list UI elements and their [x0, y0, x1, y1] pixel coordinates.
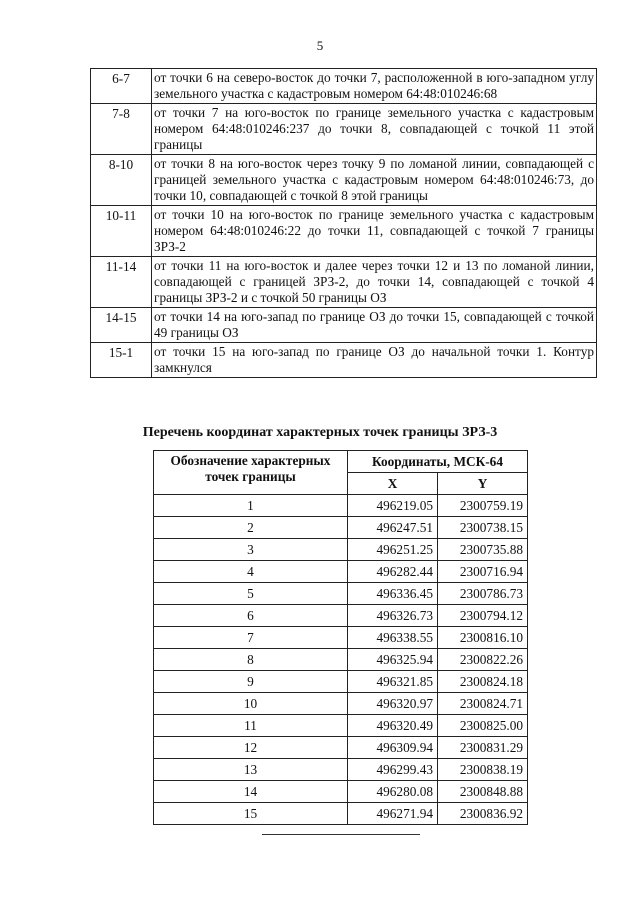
table-row [154, 583, 528, 605]
coord-x: 496282.44 [348, 561, 438, 583]
table-row [154, 605, 528, 627]
coord-y: 2300786.73 [438, 583, 528, 605]
segment-range: 10-11 [91, 206, 152, 257]
coord-y: 2300838.19 [438, 759, 528, 781]
coord-y: 2300816.10 [438, 627, 528, 649]
segment-description: от точки 11 на юго-восток и далее через точки 12 и 13 по ломаной линии, совпадающей с границей ЗРЗ-2, до точки 14, совпадающей с точкой 4 границы ЗРЗ-2 и с точкой 50 границы ОЗ [152, 257, 597, 308]
segments-body [91, 69, 597, 378]
point-number: 9 [154, 671, 348, 693]
header-x: X [348, 473, 438, 495]
header-y: Y [438, 473, 528, 495]
table-row [154, 759, 528, 781]
table-row [154, 715, 528, 737]
point-number: 8 [154, 649, 348, 671]
coord-y: 2300831.29 [438, 737, 528, 759]
table-row [154, 539, 528, 561]
point-number: 11 [154, 715, 348, 737]
point-number: 12 [154, 737, 348, 759]
segment-row [91, 155, 597, 206]
coord-x: 496299.43 [348, 759, 438, 781]
coord-x: 496320.97 [348, 693, 438, 715]
point-number: 6 [154, 605, 348, 627]
point-number: 3 [154, 539, 348, 561]
coord-y: 2300716.94 [438, 561, 528, 583]
segment-range: 6-7 [91, 69, 152, 104]
coordinates-body [154, 495, 528, 825]
coord-x: 496271.94 [348, 803, 438, 825]
table-row [154, 649, 528, 671]
segment-row [91, 104, 597, 155]
coord-y: 2300836.92 [438, 803, 528, 825]
coord-x: 496326.73 [348, 605, 438, 627]
segment-row [91, 69, 597, 104]
table-row [154, 517, 528, 539]
coord-x: 496320.49 [348, 715, 438, 737]
coord-y: 2300824.18 [438, 671, 528, 693]
coord-x: 496321.85 [348, 671, 438, 693]
segment-range: 14-15 [91, 308, 152, 343]
coord-x: 496247.51 [348, 517, 438, 539]
table-row [154, 737, 528, 759]
table-row [154, 781, 528, 803]
coord-x: 496325.94 [348, 649, 438, 671]
coord-y: 2300825.00 [438, 715, 528, 737]
point-number: 10 [154, 693, 348, 715]
page-number: 5 [316, 38, 324, 53]
table-row [154, 627, 528, 649]
table-row [154, 803, 528, 825]
coord-y: 2300824.71 [438, 693, 528, 715]
table-row [154, 561, 528, 583]
point-number: 14 [154, 781, 348, 803]
segment-description: от точки 8 на юго-восток через точку 9 по ломаной линии, совпадающей с границей земельного участка с кадастровым номером 64:48:010246:73, до точки 10, совпадающей с точкой 8 этой границы [152, 155, 597, 206]
coords-table-title: Перечень координат характерных точек границы ЗРЗ-3 [142, 425, 498, 440]
segment-row [91, 257, 597, 308]
segment-range: 11-14 [91, 257, 152, 308]
table-row [154, 495, 528, 517]
boundary-segments-table [90, 68, 597, 378]
point-number: 4 [154, 561, 348, 583]
header-coordinates: Координаты, МСК-64 [348, 451, 528, 473]
segment-description: от точки 6 на северо-восток до точки 7, расположенной в юго-западном углу земельного участка с кадастровым номером 64:48:010246:68 [152, 69, 597, 104]
coord-y: 2300738.15 [438, 517, 528, 539]
point-number: 2 [154, 517, 348, 539]
coord-y: 2300822.26 [438, 649, 528, 671]
segment-row [91, 206, 597, 257]
segment-range: 8-10 [91, 155, 152, 206]
segment-description: от точки 7 на юго-восток по границе земельного участка с кадастровым номером 64:48:010246:237 до точки 8, совпадающей с точкой 11 этой границы [152, 104, 597, 155]
coord-x: 496219.05 [348, 495, 438, 517]
header-row-1 [154, 451, 528, 473]
coord-x: 496338.55 [348, 627, 438, 649]
segment-description: от точки 10 на юго-восток по границе земельного участка с кадастровым номером 64:48:010246:22 до точки 11, совпадающей с точкой 7 границы ЗРЗ-2 [152, 206, 597, 257]
point-number: 7 [154, 627, 348, 649]
point-number: 1 [154, 495, 348, 517]
segment-row [91, 343, 597, 378]
header-point-designation: Обозначение характерных точек границы [154, 451, 348, 495]
coordinates-table [153, 450, 528, 825]
coord-y: 2300735.88 [438, 539, 528, 561]
footer-divider [262, 834, 420, 835]
point-number: 15 [154, 803, 348, 825]
coord-x: 496280.08 [348, 781, 438, 803]
point-number: 5 [154, 583, 348, 605]
coord-y: 2300848.88 [438, 781, 528, 803]
segment-description: от точки 15 на юго-запад по границе ОЗ до начальной точки 1. Контур замкнулся [152, 343, 597, 378]
coord-y: 2300759.19 [438, 495, 528, 517]
segment-range: 15-1 [91, 343, 152, 378]
table-row [154, 693, 528, 715]
point-number: 13 [154, 759, 348, 781]
segment-row [91, 308, 597, 343]
coord-x: 496251.25 [348, 539, 438, 561]
coord-x: 496309.94 [348, 737, 438, 759]
coord-y: 2300794.12 [438, 605, 528, 627]
coordinates-table-header [154, 451, 528, 495]
segment-range: 7-8 [91, 104, 152, 155]
coord-x: 496336.45 [348, 583, 438, 605]
table-row [154, 671, 528, 693]
segment-description: от точки 14 на юго-запад по границе ОЗ до точки 15, совпадающей с точкой 49 границы ОЗ [152, 308, 597, 343]
